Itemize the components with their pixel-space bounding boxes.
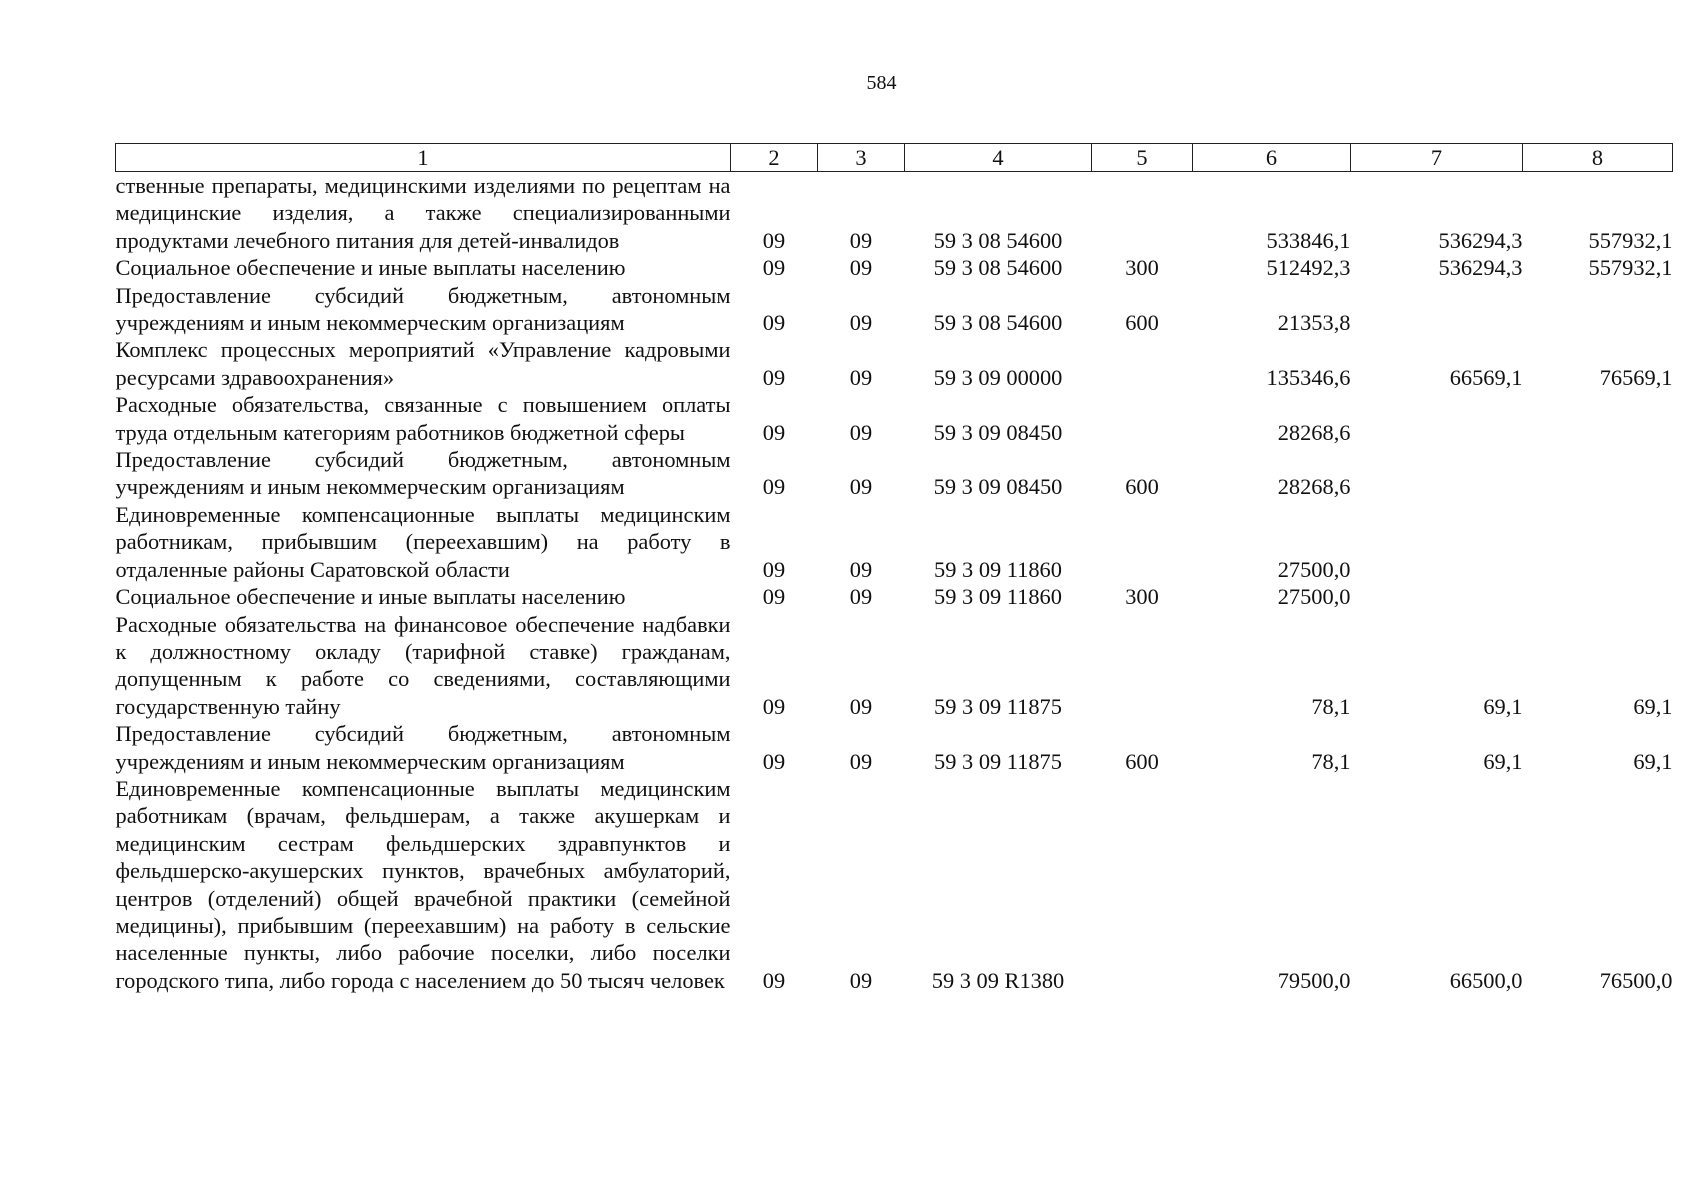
row-amount-col6: 79500,0 <box>1277 967 1351 993</box>
row-subsection: 09 <box>849 748 873 774</box>
row-name: Комплекс процессных мероприятий «Управление кадровыми ресурсами здравоохранения» <box>115 337 731 390</box>
row-expense-type <box>1092 611 1193 721</box>
row-expense-type <box>1092 336 1193 391</box>
row-section: 09 <box>762 967 786 993</box>
header-col-8: 8 <box>1523 144 1673 172</box>
row-section: 09 <box>762 364 786 390</box>
row-expense-type <box>1092 501 1193 583</box>
row-section: 09 <box>762 584 786 610</box>
row-expense-type: 600 <box>1125 748 1159 774</box>
row-target-code: 59 3 09 R1380 <box>931 967 1065 993</box>
row-name: Предоставление субсидий бюджетным, автономным учреждениям и иным некоммерческим организациям <box>115 447 731 500</box>
row-name: Расходные обязательства, связанные с повышением оплаты труда отдельным категориям работников бюджетной сферы <box>115 392 731 445</box>
budget-table <box>115 143 1673 994</box>
row-target-code: 59 3 09 08450 <box>933 474 1063 500</box>
row-amount-col6: 78,1 <box>1311 693 1351 719</box>
row-expense-type <box>1092 391 1193 446</box>
row-amount-col7: 66569,1 <box>1449 364 1523 390</box>
row-target-code: 59 3 09 11875 <box>934 693 1062 719</box>
row-target-code: 59 3 09 00000 <box>933 364 1063 390</box>
header-col-3: 3 <box>818 144 905 172</box>
row-target-code: 59 3 09 08450 <box>933 419 1063 445</box>
row-section: 09 <box>762 748 786 774</box>
row-amount-col7: 66500,0 <box>1449 967 1523 993</box>
row-expense-type: 300 <box>1125 584 1159 610</box>
row-amount-col8 <box>1523 391 1673 446</box>
row-target-code: 59 3 09 11860 <box>934 584 1062 610</box>
row-amount-col7: 536294,3 <box>1438 227 1523 253</box>
row-section: 09 <box>762 693 786 719</box>
row-section: 09 <box>762 419 786 445</box>
header-col-4: 4 <box>905 144 1092 172</box>
row-name: Предоставление субсидий бюджетным, автономным учреждениям и иным некоммерческим организациям <box>115 721 731 774</box>
row-amount-col7: 69,1 <box>1483 748 1523 774</box>
row-expense-type <box>1092 775 1193 994</box>
row-amount-col8: 69,1 <box>1633 693 1673 719</box>
table-row <box>116 501 1673 583</box>
row-expense-type <box>1092 172 1193 255</box>
row-amount-col7 <box>1351 282 1523 337</box>
row-target-code: 59 3 08 54600 <box>933 227 1063 253</box>
row-name: Предоставление субсидий бюджетным, автономным учреждениям и иным некоммерческим организациям <box>115 282 731 336</box>
header-col-2: 2 <box>731 144 818 172</box>
row-amount-col8 <box>1523 446 1673 501</box>
page-number: 584 <box>866 72 897 94</box>
header-col-6: 6 <box>1193 144 1351 172</box>
table-row <box>116 391 1673 446</box>
header-col-5: 5 <box>1092 144 1193 172</box>
row-amount-col6: 28268,6 <box>1277 474 1351 500</box>
header-row <box>116 144 1673 172</box>
row-section: 09 <box>762 474 786 500</box>
row-amount-col7: 69,1 <box>1483 693 1523 719</box>
row-subsection: 09 <box>849 255 873 281</box>
row-amount-col8: 76500,0 <box>1599 967 1673 993</box>
row-amount-col8 <box>1523 501 1673 583</box>
row-expense-type: 600 <box>1125 474 1159 500</box>
table-row <box>116 446 1673 501</box>
table-row <box>116 611 1673 721</box>
header-col-1: 1 <box>116 144 731 172</box>
row-amount-col6: 135346,6 <box>1266 364 1351 390</box>
row-amount-col7 <box>1351 391 1523 446</box>
row-subsection: 09 <box>849 967 873 993</box>
row-subsection: 09 <box>849 474 873 500</box>
table-row <box>116 775 1673 994</box>
row-amount-col6: 28268,6 <box>1277 419 1351 445</box>
row-amount-col6: 27500,0 <box>1277 556 1351 582</box>
table-row <box>116 336 1673 391</box>
row-section: 09 <box>762 310 786 336</box>
row-name: ственные препараты, медицинскими изделиями по рецептам на медицинские изделия, а также специализированными продуктами лечебного питания для детей-инвалидов <box>115 173 731 253</box>
row-amount-col6: 21353,8 <box>1277 310 1351 336</box>
row-section: 09 <box>762 255 786 281</box>
row-amount-col6: 512492,3 <box>1266 255 1351 281</box>
header-col-7: 7 <box>1351 144 1523 172</box>
row-subsection: 09 <box>849 310 873 336</box>
row-subsection: 09 <box>849 227 873 253</box>
row-amount-col8: 557932,1 <box>1588 255 1673 281</box>
row-section: 09 <box>762 227 786 253</box>
row-amount-col6: 533846,1 <box>1266 227 1351 253</box>
row-amount-col7 <box>1351 583 1523 610</box>
row-amount-col7 <box>1351 446 1523 501</box>
table-row <box>116 720 1673 775</box>
row-name: Расходные обязательства на финансовое обеспечение надбавки к должностному окладу (тарифной ставке) гражданам, допущенным к работе со сведениями, составляющими государственную тайну <box>115 611 731 719</box>
row-name: Единовременные компенсационные выплаты медицинским работникам (врачам, фельдшерам, а также акушеркам и медицинским сестрам фельдшерских здравпунктов и фельдшерско-акушерских пунктов, врачебных амбулаторий, центров (отделений) общей врачебной практики (семейной медицины), прибывшим (переехавшим) на работу в сельские населенные пункты, либо рабочие поселки, либо поселки городского типа, либо города с населением до 50 тысяч человек <box>115 775 731 993</box>
table-row <box>116 172 1673 255</box>
row-subsection: 09 <box>849 693 873 719</box>
row-amount-col8: 69,1 <box>1633 748 1673 774</box>
row-target-code: 59 3 09 11860 <box>934 556 1062 582</box>
row-subsection: 09 <box>849 364 873 390</box>
row-amount-col6: 27500,0 <box>1277 584 1351 610</box>
row-expense-type: 600 <box>1125 310 1159 336</box>
table-row <box>116 282 1673 337</box>
table-row <box>116 583 1673 610</box>
row-amount-col8 <box>1523 282 1673 337</box>
row-target-code: 59 3 09 11875 <box>934 748 1062 774</box>
row-name: Единовременные компенсационные выплаты медицинским работникам, прибывшим (переехавшим) на работу в отдаленные районы Саратовской области <box>115 501 731 582</box>
row-target-code: 59 3 08 54600 <box>933 255 1063 281</box>
row-name: Социальное обеспечение и иные выплаты населению <box>115 584 626 610</box>
row-amount-col8: 557932,1 <box>1588 227 1673 253</box>
row-subsection: 09 <box>849 419 873 445</box>
row-amount-col8: 76569,1 <box>1599 364 1673 390</box>
row-amount-col7: 536294,3 <box>1438 255 1523 281</box>
row-name: Социальное обеспечение и иные выплаты населению <box>115 255 626 281</box>
row-target-code: 59 3 08 54600 <box>933 310 1063 336</box>
row-amount-col6: 78,1 <box>1311 748 1351 774</box>
row-subsection: 09 <box>849 556 873 582</box>
row-amount-col7 <box>1351 501 1523 583</box>
row-subsection: 09 <box>849 584 873 610</box>
row-section: 09 <box>762 556 786 582</box>
row-expense-type: 300 <box>1125 255 1159 281</box>
row-amount-col8 <box>1523 583 1673 610</box>
table-row <box>116 254 1673 281</box>
